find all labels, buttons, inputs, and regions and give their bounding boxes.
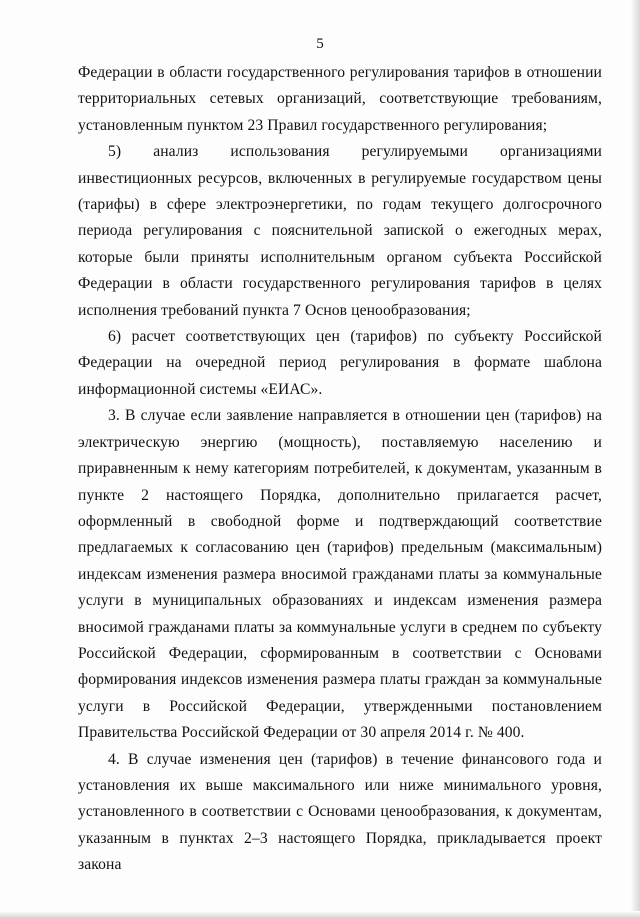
paragraph-item-6: 6) расчет соответствующих цен (тарифов) по субъекту Российской Федерации на очередной период регулирования в формате шаблона информационной системы «ЕИАС». [78, 328, 602, 398]
page-number: 5 [316, 36, 324, 52]
scan-edge-shadow [630, 0, 640, 917]
paragraph-item-5: 5) анализ использования регулируемыми организациями инвестиционных ресурсов, включенных в регулируемые государством цены (тарифы) в сфере электроэнергетики, по годам текущего долгосрочного периода регулирования с пояснительной запиской о ежегодных мерах, которые были приняты исполнительным органом субъекта Российской Федерации в области государственного регулирования тарифов в целях исполнения требований пункта 7 Основ ценообразования; [78, 143, 602, 319]
paragraph-continuation: Федерации в области государственного регулирования тарифов в отношении территориальных сетевых организаций, соответствующие требованиям, установленным пунктом 23 Правил государственного регулирования; [78, 64, 602, 134]
paragraph-section-3: 3. В случае если заявление направляется в отношении цен (тарифов) на электрическую энергию (мощность), поставляемую населению и приравненным к нему категориям потребителей, к документам, указанным в пункте 2 настоящего Порядка, дополнительно прилагается расчет, оформленный в свободной форме и подтверждающий соответствие предлагаемых к согласованию цен (тарифов) предельным (максимальным) индексам изменения размера вносимой гражданами платы за коммунальные услуги в муниципальных образованиях и индексам изменения размера вносимой гражданами платы за коммунальные услуги в среднем по субъекту Российской Федерации, сформированным в соответствии с Основами формирования индексов изменения размера платы граждан за коммунальные услуги в Российской Федерации, утвержденными постановлением Правительства Российской Федерации от 30 апреля 2014 г. № 400. [78, 407, 602, 742]
scan-bottom-shadow [0, 911, 640, 917]
document-body [78, 60, 602, 879]
paragraph-section-4: 4. В случае изменения цен (тарифов) в течение финансового года и установления их выше максимального или ниже минимального уровня, установленного в соответствии с Основами ценообразования, к документам, указанным в пунктах 2–3 настоящего Порядка, прикладывается проект закона [78, 750, 602, 874]
